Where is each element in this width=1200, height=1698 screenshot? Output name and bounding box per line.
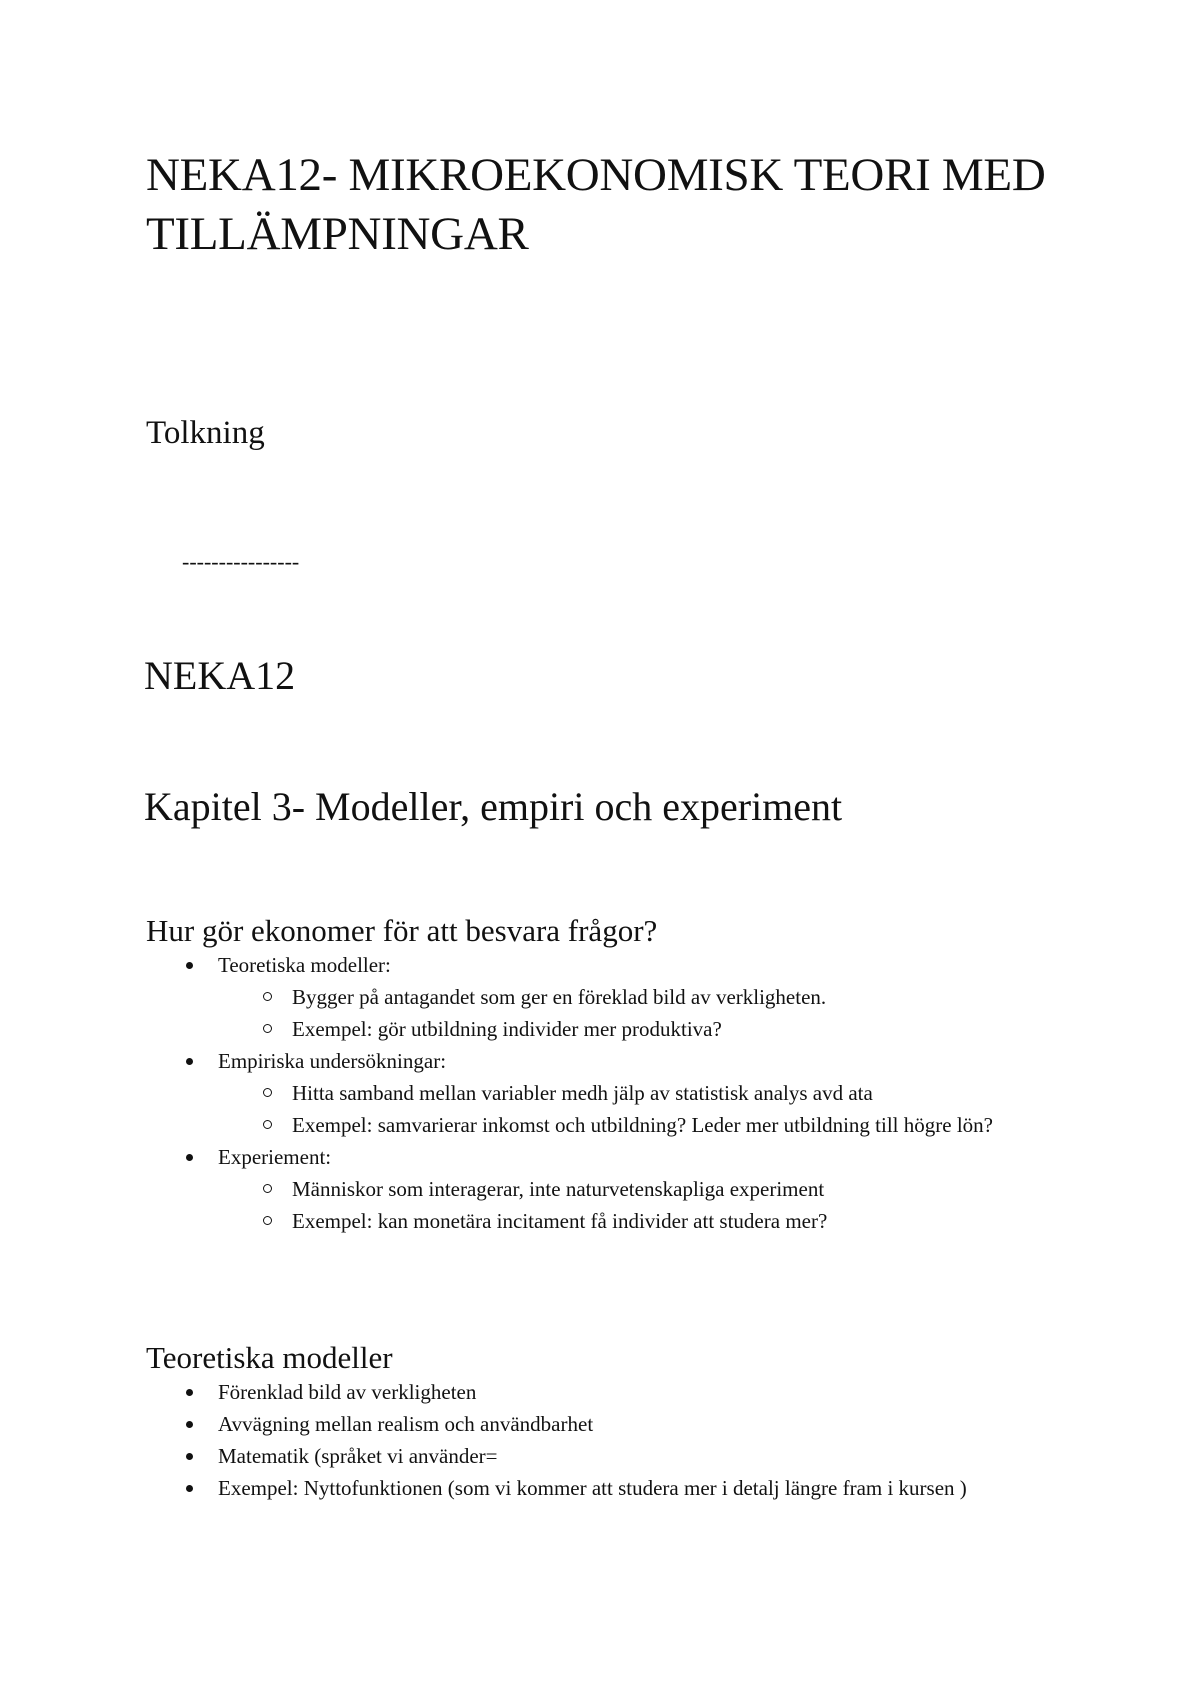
hollow-bullet-icon — [263, 1024, 272, 1033]
list-item — [146, 1376, 1086, 1408]
sub-list-item — [218, 1173, 1072, 1205]
bullet-icon — [186, 1389, 193, 1396]
bullet-list — [146, 1376, 1086, 1504]
section-heading: Teoretiska modeller — [146, 1340, 393, 1375]
hollow-bullet-icon — [263, 992, 272, 1001]
list-item-text: Matematik (språket vi använder= — [218, 1444, 498, 1468]
sub-list-item — [218, 1077, 1072, 1109]
list-item — [146, 1045, 1086, 1141]
subtitle: Tolkning — [146, 415, 265, 451]
sub-list-item — [218, 1013, 1072, 1045]
hollow-bullet-icon — [263, 1184, 272, 1193]
bullet-icon — [186, 1453, 193, 1460]
sub-list-item-text: Bygger på antagandet som ger en föreklad bild av verkligheten. — [292, 985, 827, 1009]
sub-list-item-text: Exempel: kan monetära incitament få individer att studera mer? — [292, 1209, 828, 1233]
list-item — [146, 1408, 1086, 1440]
bullet-icon — [186, 1058, 193, 1065]
list-item-text: Förenklad bild av verkligheten — [218, 1380, 477, 1404]
hollow-bullet-icon — [263, 1216, 272, 1225]
sub-list-item — [218, 981, 1072, 1013]
sub-bullet-list — [218, 1077, 1086, 1141]
sub-list-item — [218, 1205, 1072, 1237]
sub-list-item-text: Människor som interagerar, inte naturvetenskapliga experiment — [292, 1177, 825, 1201]
sub-list-item — [218, 1109, 1072, 1141]
list-item-text: Exempel: Nyttofunktionen (som vi kommer att studera mer i detalj längre fram i kursen ) — [218, 1476, 967, 1500]
sub-list-item-text: Exempel: gör utbildning individer mer produktiva? — [292, 1017, 722, 1041]
dashed-divider: ---------------- — [182, 549, 300, 574]
list-item — [146, 949, 1086, 1045]
list-item — [146, 1141, 1086, 1237]
section-how-economists-answer — [146, 913, 1086, 1237]
list-item — [146, 1440, 1086, 1472]
hollow-bullet-icon — [263, 1088, 272, 1097]
bullet-icon — [186, 962, 193, 969]
document-title: NEKA12- MIKROEKONOMISK TEORI MED TILLÄMPNINGAR — [146, 149, 1046, 260]
section-heading: Hur gör ekonomer för att besvara frågor? — [146, 913, 658, 948]
sub-bullet-list — [218, 981, 1086, 1045]
hollow-bullet-icon — [263, 1120, 272, 1129]
sub-list-item-text: Hitta samband mellan variabler medh jälp av statistisk analys avd ata — [292, 1081, 873, 1105]
bullet-icon — [186, 1154, 193, 1161]
list-item-label: Teoretiska modeller: — [218, 953, 391, 977]
bullet-icon — [186, 1421, 193, 1428]
bullet-icon — [186, 1485, 193, 1492]
list-item-label: Experiement: — [218, 1145, 332, 1169]
course-code-heading: NEKA12 — [144, 653, 296, 698]
bullet-list — [146, 949, 1086, 1237]
sub-list-item-text: Exempel: samvarierar inkomst och utbildning? Leder mer utbildning till högre lön? — [292, 1113, 993, 1137]
list-item-label: Empiriska undersökningar: — [218, 1049, 447, 1073]
list-item — [146, 1472, 998, 1504]
chapter-heading: Kapitel 3- Modeller, empiri och experiment — [144, 784, 843, 829]
sub-bullet-list — [218, 1173, 1086, 1237]
list-item-text: Avvägning mellan realism och användbarhet — [218, 1412, 594, 1436]
section-theoretical-models — [146, 1340, 1086, 1504]
